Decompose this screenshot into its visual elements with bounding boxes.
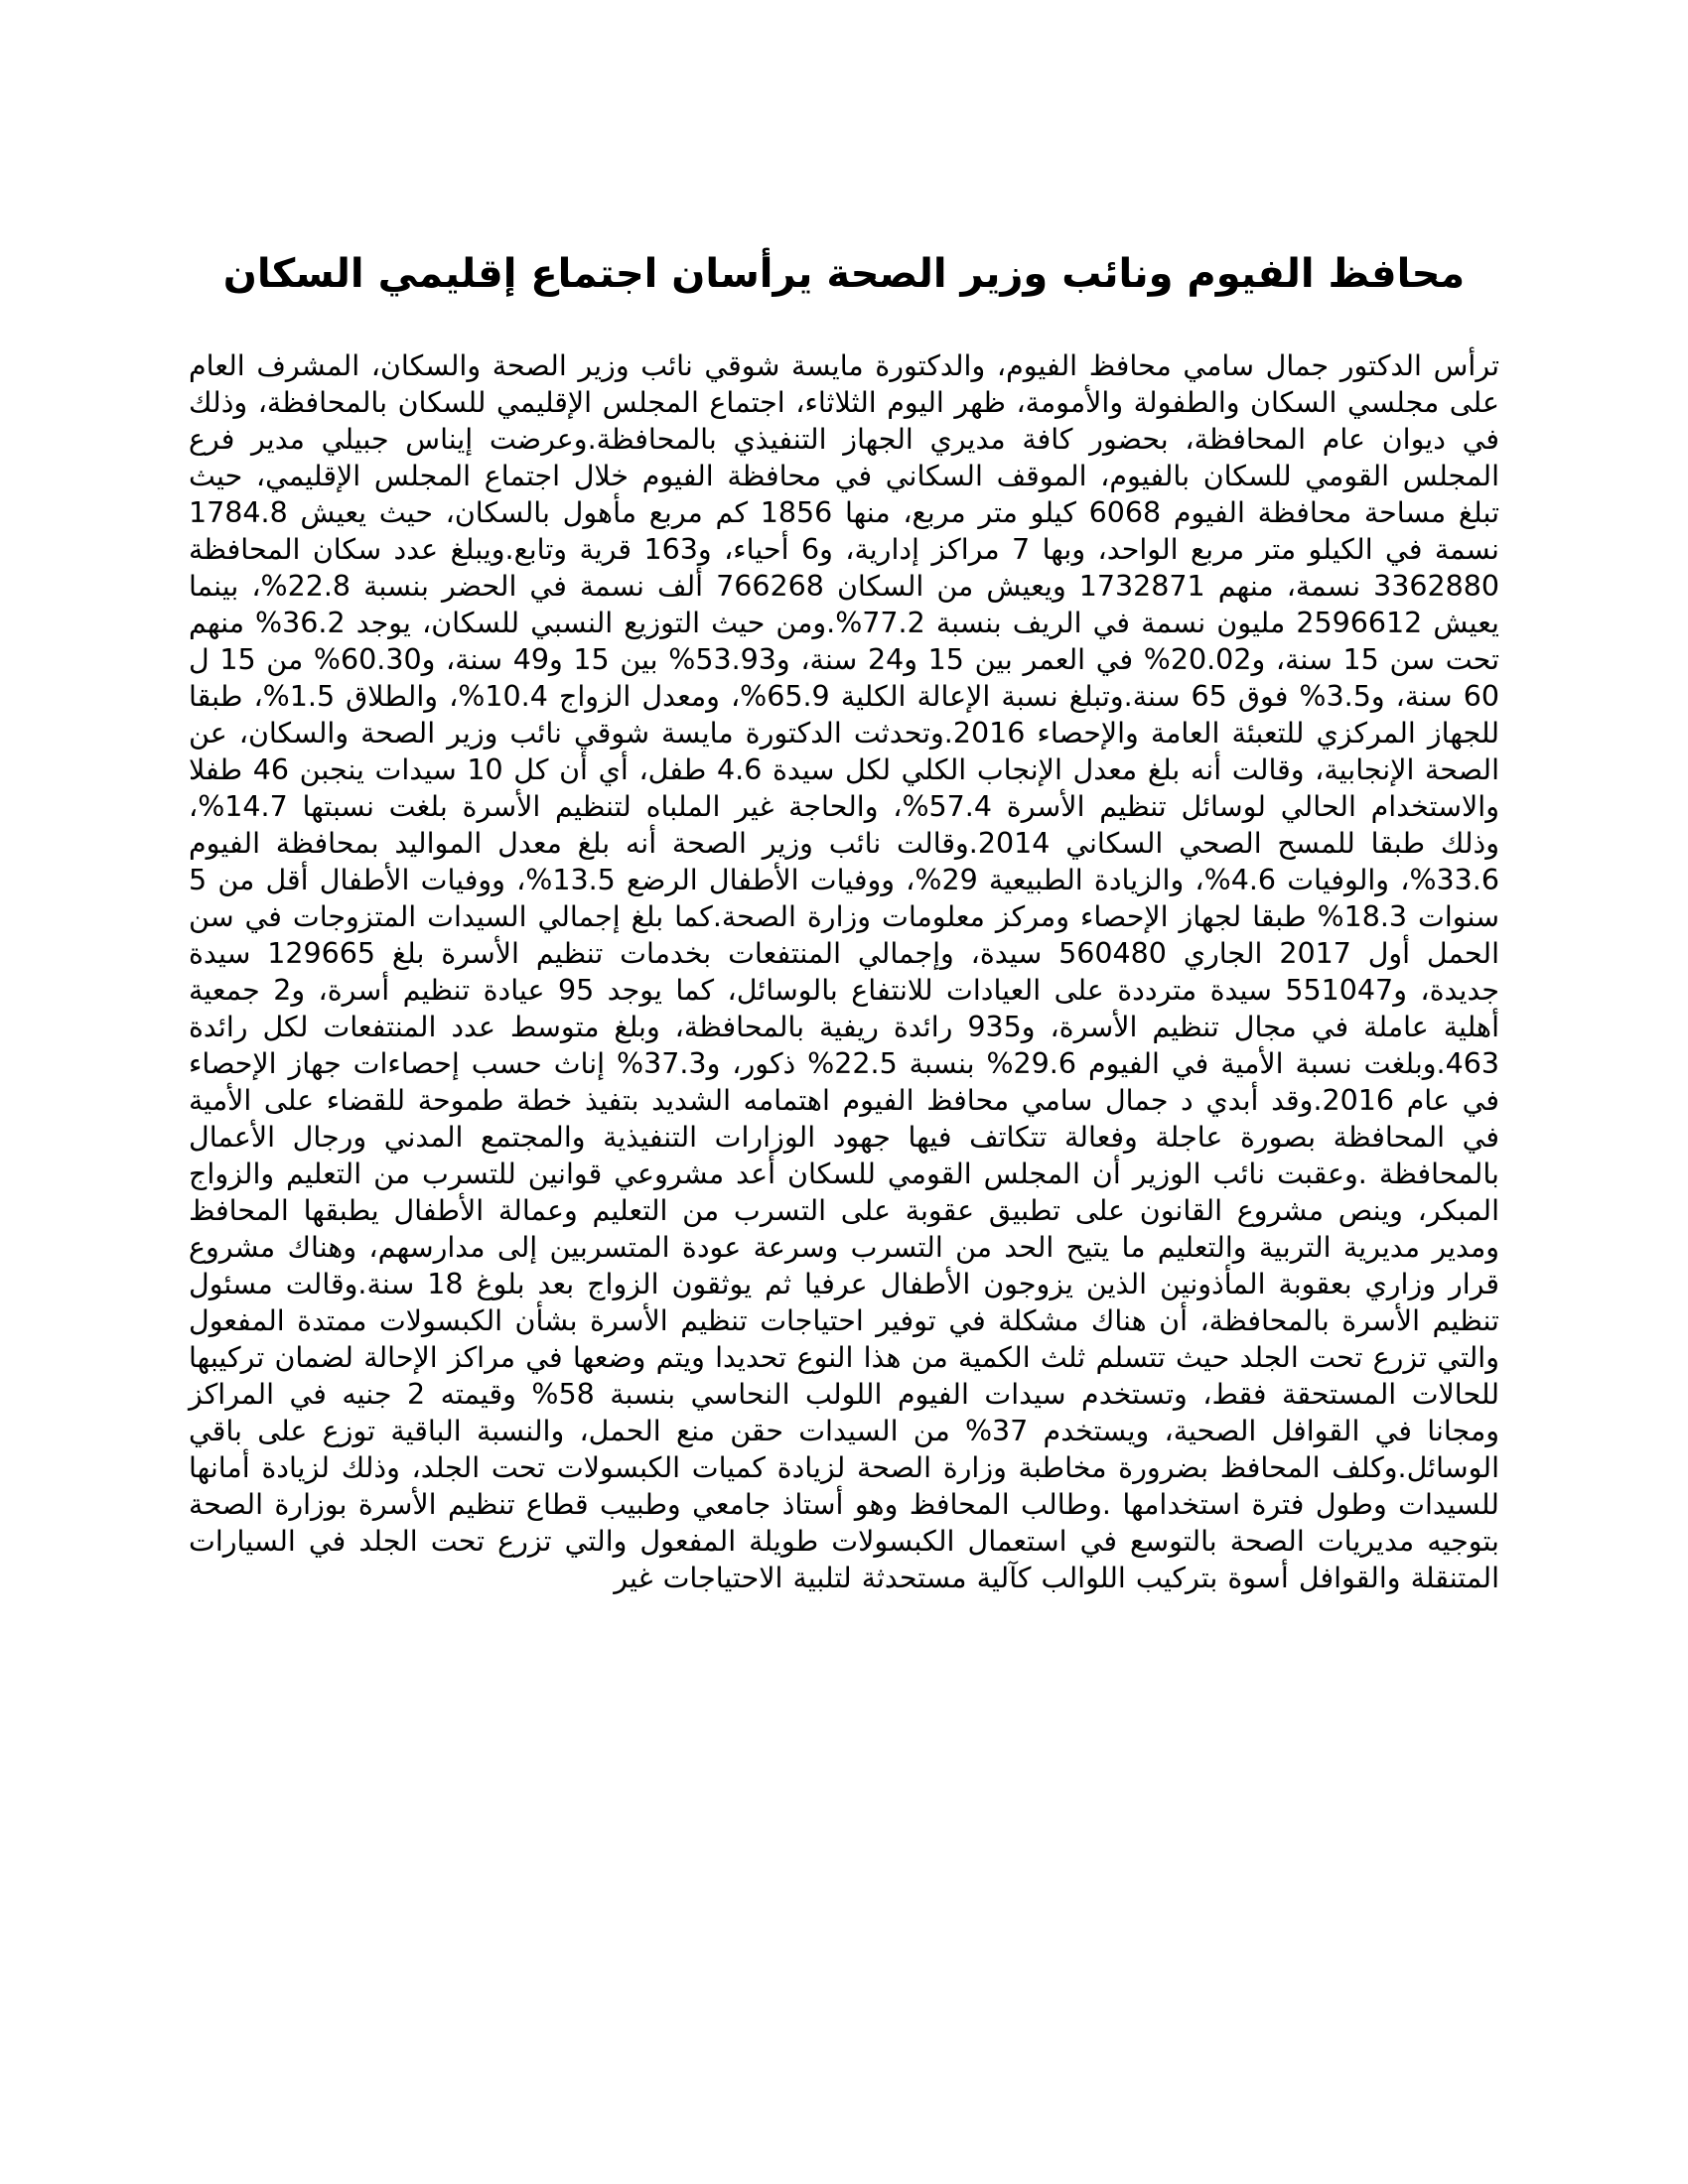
article-title: محافظ الفيوم ونائب وزير الصحة يرأسان اجتماع إقليمي السكان <box>222 251 1466 297</box>
article-body: ترأس الدكتور جمال سامي محافظ الفيوم، والدكتورة مايسة شوقي نائب وزير الصحة والسكان، المشرف العام على مجلسي السكان والطفولة والأمومة، ظهر اليوم الثلاثاء، اجتماع المجلس الإقليمي للسكان بالمحافظة، وذلك في ديوان عام المحافظة، بحضور كافة مديري الجهاز التنفيذي بالمحافظة.وعرضت إيناس جبيلي مدير فرع المجلس القومي للسكان بالفيوم، الموقف السكاني في محافظة الفيوم خلال اجتماع المجلس الإقليمي، حيث تبلغ مساحة محافظة الفيوم 6068 كيلو متر مربع، منها 1856 كم مربع مأهول بالسكان، حيث يعيش 1784.8 نسمة في الكيلو متر مربع الواحد، وبها 7 مراكز إدارية، و6 أحياء، و163 قرية وتابع.ويبلغ عدد سكان المحافظة 3362880 نسمة، منهم 1732871 ويعيش من السكان 766268 ألف نسمة في الحضر بنسبة 22.8%، بينما يعيش 2596612 مليون نسمة في الريف بنسبة 77.2%.ومن حيث التوزيع النسبي للسكان، يوجد 36.2% منهم تحت سن 15 سنة، و20.02% في العمر بين 15 و24 سنة، و53.93% بين 15 و49 سنة، و60.30% من 15 ل 60 سنة، و3.5% فوق 65 سنة.وتبلغ نسبة الإعالة الكلية 65.9%، ومعدل الزواج 10.4%، والطلاق 1.5%، طبقا للجهاز المركزي للتعبئة العامة والإحصاء 2016.وتحدثت الدكتورة مايسة شوقي نائب وزير الصحة والسكان، عن الصحة الإنجابية، وقالت أنه بلغ معدل الإنجاب الكلي لكل سيدة 4.6 طفل، أي أن كل 10 سيدات ينجبن 46 طفلا والاستخدام الحالي لوسائل تنظيم الأسرة 57.4%، والحاجة غير الملباه لتنظيم الأسرة بلغت نسبتها 14.7%، وذلك طبقا للمسح الصحي السكاني 2014.وقالت نائب وزير الصحة أنه بلغ معدل المواليد بمحافظة الفيوم 33.6%، والوفيات 4.6%، والزيادة الطبيعية 29%، ووفيات الأطفال الرضع 13.5%، ووفيات الأطفال أقل من 5 سنوات 18.3% طبقا لجهاز الإحصاء ومركز معلومات وزارة الصحة.كما بلغ إجمالي السيدات المتزوجات في سن الحمل أول 2017 الجاري 560480 سيدة، وإجمالي المنتفعات بخدمات تنظيم الأسرة بلغ 129665 سيدة جديدة، و551047 سيدة مترددة على العيادات للانتفاع بالوسائل، كما يوجد 95 عيادة تنظيم أسرة، و2 جمعية أهلية عاملة في مجال تنظيم الأسرة، و935 رائدة ريفية بالمحافظة، وبلغ متوسط عدد المنتفعات لكل رائدة 463.وبلغت نسبة الأمية في الفيوم 29.6% بنسبة 22.5% ذكور، و37.3% إناث حسب إحصاءات جهاز الإحصاء في عام 2016.وقد أبدي د جمال سامي محافظ الفيوم اهتمامه الشديد بتفيذ خطة طموحة للقضاء على الأمية في المحافظة بصورة عاجلة وفعالة تتكاتف فيها جهود الوزارات التنفيذية والمجتمع المدني ورجال الأعمال بالمحافظة .وعقبت نائب الوزير أن المجلس القومي للسكان أعد مشروعي قوانين للتسرب من التعليم والزواج المبكر، وينص مشروع القانون على تطبيق عقوبة على التسرب من التعليم وعمالة الأطفال يطبقها المحافظ ومدير مديرية التربية والتعليم ما يتيح الحد من التسرب وسرعة عودة المتسربين إلى مدارسهم، وهناك مشروع قرار وزاري بعقوبة المأذونين الذين يزوجون الأطفال عرفيا ثم يوثقون الزواج بعد بلوغ 18 سنة.وقالت مسئول تنظيم الأسرة بالمحافظة، أن هناك مشكلة في توفير احتياجات تنظيم الأسرة بشأن الكبسولات ممتدة المفعول والتي تزرع تحت الجلد حيث تتسلم ثلث الكمية من هذا النوع تحديدا ويتم وضعها في مراكز الإحالة لضمان تركيبها للحالات المستحقة فقط، وتستخدم سيدات الفيوم اللولب النحاسي بنسبة 58% وقيمته 2 جنيه في المراكز ومجانا في القوافل الصحية، ويستخدم 37% من السيدات حقن منع الحمل، والنسبة الباقية توزع على باقي الوسائل.وكلف المحافظ بضرورة مخاطبة وزارة الصحة لزيادة كميات الكبسولات تحت الجلد، وذلك لزيادة أمانها للسيدات وطول فترة استخدامها .وطالب المحافظ وهو أستاذ جامعي وطبيب قطاع تنظيم الأسرة بوزارة الصحة بتوجيه مديريات الصحة بالتوسع في استعمال الكبسولات طويلة المفعول والتي تزرع تحت الجلد في السيارات المتنقلة والقوافل أسوة بتركيب اللوالب كآلية مستحدثة لتلبية الاحتياجات غير <box>189 349 1500 1594</box>
